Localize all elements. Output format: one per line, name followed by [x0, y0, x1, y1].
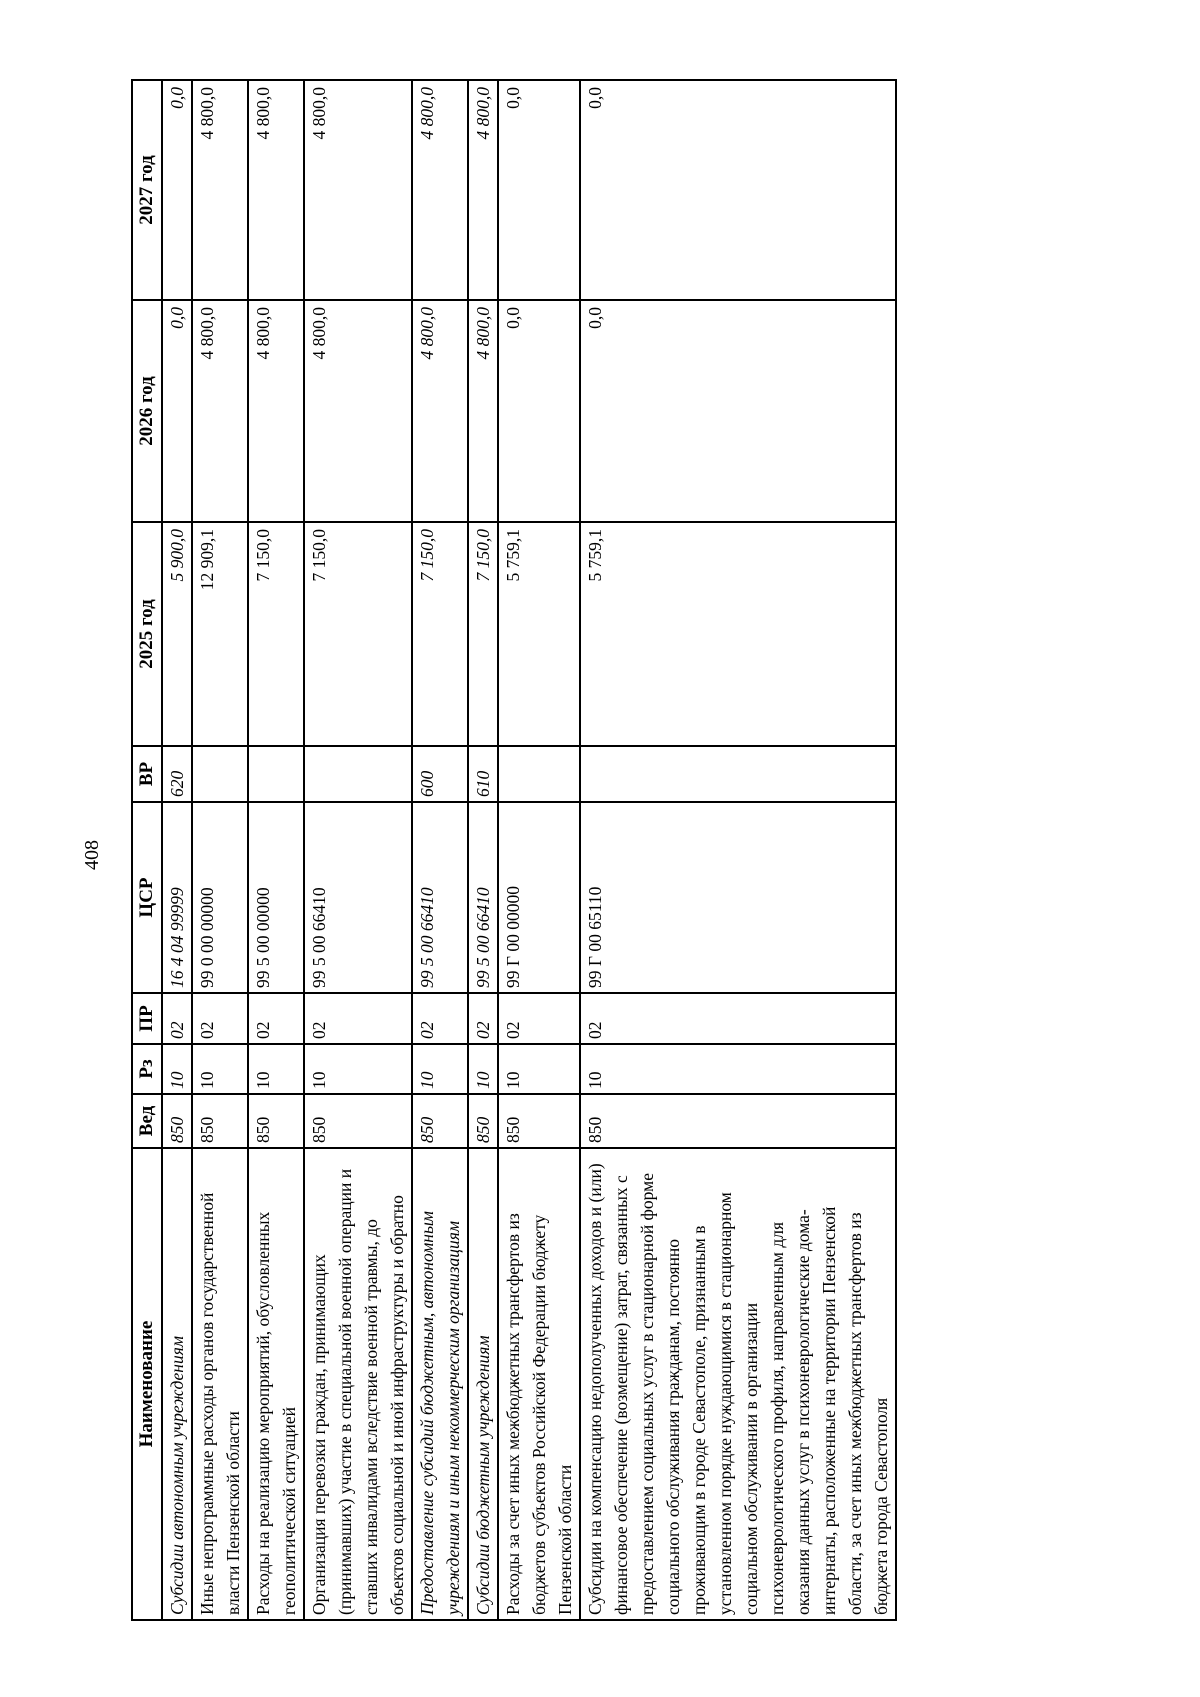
cell-2025: 5 900,0	[162, 522, 192, 746]
cell-ved: 850	[468, 1094, 498, 1148]
table-row	[192, 80, 248, 1620]
budget-table	[131, 79, 897, 1621]
cell-name: Субсидии автономным учреждениям	[162, 1148, 192, 1620]
header-rz: Рз	[132, 1044, 162, 1094]
cell-pr: 02	[468, 993, 498, 1044]
cell-vr: 610	[468, 746, 498, 802]
header-2027: 2027 год	[132, 80, 162, 300]
cell-name: Предоставление субсидий бюджетным, автономным учреждениям и иным некоммерческим организациям	[412, 1148, 468, 1620]
cell-pr: 02	[162, 993, 192, 1044]
table-row	[162, 80, 192, 1620]
cell-2027: 4 800,0	[468, 80, 498, 300]
cell-vr	[498, 746, 580, 802]
cell-2027: 0,0	[162, 80, 192, 300]
cell-2025: 5 759,1	[580, 522, 896, 746]
page-number: 408	[81, 840, 103, 870]
cell-csr: 99 Г 00 00000	[498, 802, 580, 993]
cell-vr	[248, 746, 304, 802]
cell-2027: 4 800,0	[192, 80, 248, 300]
cell-rz: 10	[248, 1044, 304, 1094]
cell-rz: 10	[304, 1044, 412, 1094]
table-row	[248, 80, 304, 1620]
cell-name: Расходы на реализацию мероприятий, обусловленных геополитической ситуацией	[248, 1148, 304, 1620]
cell-csr: 99 5 00 66410	[412, 802, 468, 993]
table-row	[498, 80, 580, 1620]
cell-pr: 02	[248, 993, 304, 1044]
cell-2027: 4 800,0	[412, 80, 468, 300]
cell-ved: 850	[162, 1094, 192, 1148]
cell-csr: 16 4 04 99999	[162, 802, 192, 993]
header-2025: 2025 год	[132, 522, 162, 746]
cell-vr	[580, 746, 896, 802]
table-row	[580, 80, 896, 1620]
table-row	[468, 80, 498, 1620]
cell-pr: 02	[580, 993, 896, 1044]
cell-2026: 4 800,0	[468, 300, 498, 522]
cell-2027: 0,0	[498, 80, 580, 300]
cell-name: Субсидии бюджетным учреждениям	[468, 1148, 498, 1620]
cell-ved: 850	[580, 1094, 896, 1148]
table-row	[412, 80, 468, 1620]
cell-name: Субсидии на компенсацию недополученных доходов и (или) финансовое обеспечение (возмещение) затрат, связанных с предоставлением социальных услуг в стационарной форме социального обслуживания гражданам, постоянно проживающим в городе Севастополе, признанным в установленном порядке нуждающимися в стационарном социальном обслуживании в организации психоневрологического профиля, направленным для оказания данных услуг в психоневрологические дома-интернаты, расположенные на территории Пензенской области, за счет иных межбюджетных трансфертов из бюджета города Севастополя	[580, 1148, 896, 1620]
header-ved: Вед	[132, 1094, 162, 1148]
cell-2025: 7 150,0	[412, 522, 468, 746]
cell-2025: 7 150,0	[304, 522, 412, 746]
cell-pr: 02	[498, 993, 580, 1044]
rotated-table-container	[131, 81, 1011, 1621]
cell-2025: 7 150,0	[248, 522, 304, 746]
cell-ved: 850	[248, 1094, 304, 1148]
cell-2025: 7 150,0	[468, 522, 498, 746]
cell-csr: 99 5 00 66410	[468, 802, 498, 993]
cell-csr: 99 Г 00 65110	[580, 802, 896, 993]
header-name: Наименование	[132, 1148, 162, 1620]
header-vr: ВР	[132, 746, 162, 802]
cell-name: Организация перевозки граждан, принимающих (принимавших) участие в специальной военной операции и ставших инвалидами вследствие военной травмы, до объектов социальной и иной инфраструктуры и обратно	[304, 1148, 412, 1620]
cell-ved: 850	[304, 1094, 412, 1148]
cell-vr: 620	[162, 746, 192, 802]
cell-csr: 99 5 00 00000	[248, 802, 304, 993]
cell-ved: 850	[498, 1094, 580, 1148]
cell-csr: 99 0 00 00000	[192, 802, 248, 993]
cell-rz: 10	[580, 1044, 896, 1094]
header-csr: ЦСР	[132, 802, 162, 993]
header-pr: ПР	[132, 993, 162, 1044]
cell-rz: 10	[162, 1044, 192, 1094]
cell-vr: 600	[412, 746, 468, 802]
header-2026: 2026 год	[132, 300, 162, 522]
cell-pr: 02	[192, 993, 248, 1044]
cell-vr	[304, 746, 412, 802]
cell-2026: 4 800,0	[192, 300, 248, 522]
cell-2026: 0,0	[162, 300, 192, 522]
cell-rz: 10	[412, 1044, 468, 1094]
cell-pr: 02	[304, 993, 412, 1044]
cell-2027: 4 800,0	[304, 80, 412, 300]
cell-2026: 4 800,0	[412, 300, 468, 522]
table-header	[132, 80, 162, 1620]
cell-ved: 850	[412, 1094, 468, 1148]
table-row	[304, 80, 412, 1620]
cell-2026: 4 800,0	[248, 300, 304, 522]
cell-2026: 0,0	[580, 300, 896, 522]
cell-ved: 850	[192, 1094, 248, 1148]
cell-2027: 0,0	[580, 80, 896, 300]
cell-csr: 99 5 00 66410	[304, 802, 412, 993]
cell-rz: 10	[468, 1044, 498, 1094]
cell-2025: 5 759,1	[498, 522, 580, 746]
cell-2025: 12 909,1	[192, 522, 248, 746]
cell-name: Расходы за счет иных межбюджетных трансфертов из бюджетов субъектов Российской Федерации бюджету Пензенской области	[498, 1148, 580, 1620]
cell-vr	[192, 746, 248, 802]
cell-rz: 10	[498, 1044, 580, 1094]
cell-2027: 4 800,0	[248, 80, 304, 300]
cell-name: Иные непрограммные расходы органов государственной власти Пензенской области	[192, 1148, 248, 1620]
cell-rz: 10	[192, 1044, 248, 1094]
cell-pr: 02	[412, 993, 468, 1044]
cell-2026: 0,0	[498, 300, 580, 522]
cell-2026: 4 800,0	[304, 300, 412, 522]
